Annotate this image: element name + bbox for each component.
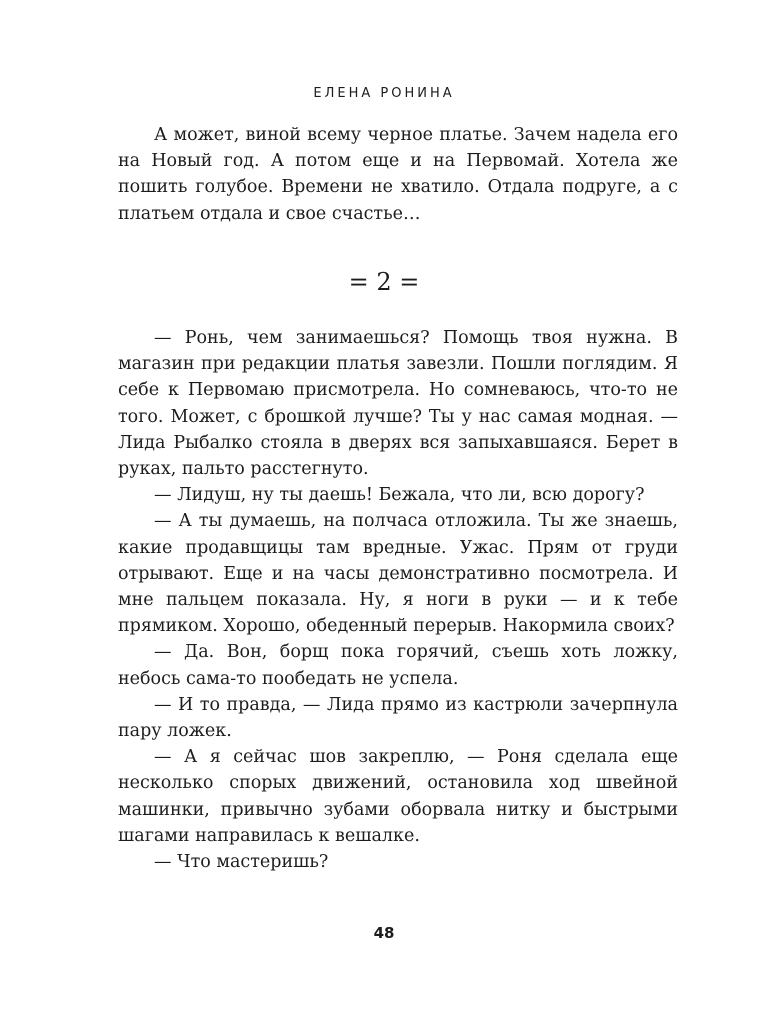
chapter-text-block (118, 325, 678, 875)
opening-text-block (118, 122, 678, 227)
paragraph: — Что мастеришь? (154, 852, 329, 873)
paragraph: — Лидуш, ну ты даешь! Бежала, что ли, всю дорогу? (154, 485, 645, 506)
paragraph: — А я сейчас шов закреплю, — Роня сделала еще несколько спорых движений, остановила ход швейной машинки, привычно зубами оборвала нитку и быстрыми шагами направилась к вешалке. (118, 747, 678, 846)
paragraph: — А ты думаешь, на полчаса отложила. Ты же знаешь, какие продавщицы там вредные. Ужас. Прям от груди отрывают. Еще и на часы демонстративно посмотрела. И мне пальцем показала. Ну, я ноги в руки — и к тебе прямиком. Хорошо, обеденный перерыв. Накормила своих? (118, 511, 678, 637)
paragraph: — Да. Вон, борщ пока горячий, съешь хоть ложку, небось сама-то пообедать не успела. (118, 642, 678, 689)
paragraph: — И то правда, — Лида прямо из кастрюли зачерпнула пару ложек. (118, 694, 678, 742)
opening-paragraph: А может, виной всему черное платье. Зачем надела его на Новый год. А потом еще и на Первомай. Хотела же пошить голубое. Времени не хватило. Отдала подруге, а с платьем отдала и свое счастье… (118, 125, 678, 224)
paragraph: — Ронь, чем занимаешься? Помощь твоя нужна. В магазин при редакции платья завезли. Пошли поглядим. Я себе к Первомаю присмотрела. Но сомневаюсь, что-то не того. Может, с брошкой лучше? Ты у нас самая модная. — Лида Рыбалко стояла в дверях вся запыхавшаяся. Берет в руках, пальто расстегнуто. (118, 328, 678, 480)
page-number: 48 (373, 924, 395, 942)
running-head-author: ЕЛЕНА РОНИНА (313, 86, 455, 101)
chapter-number: = 2 = (348, 268, 420, 296)
